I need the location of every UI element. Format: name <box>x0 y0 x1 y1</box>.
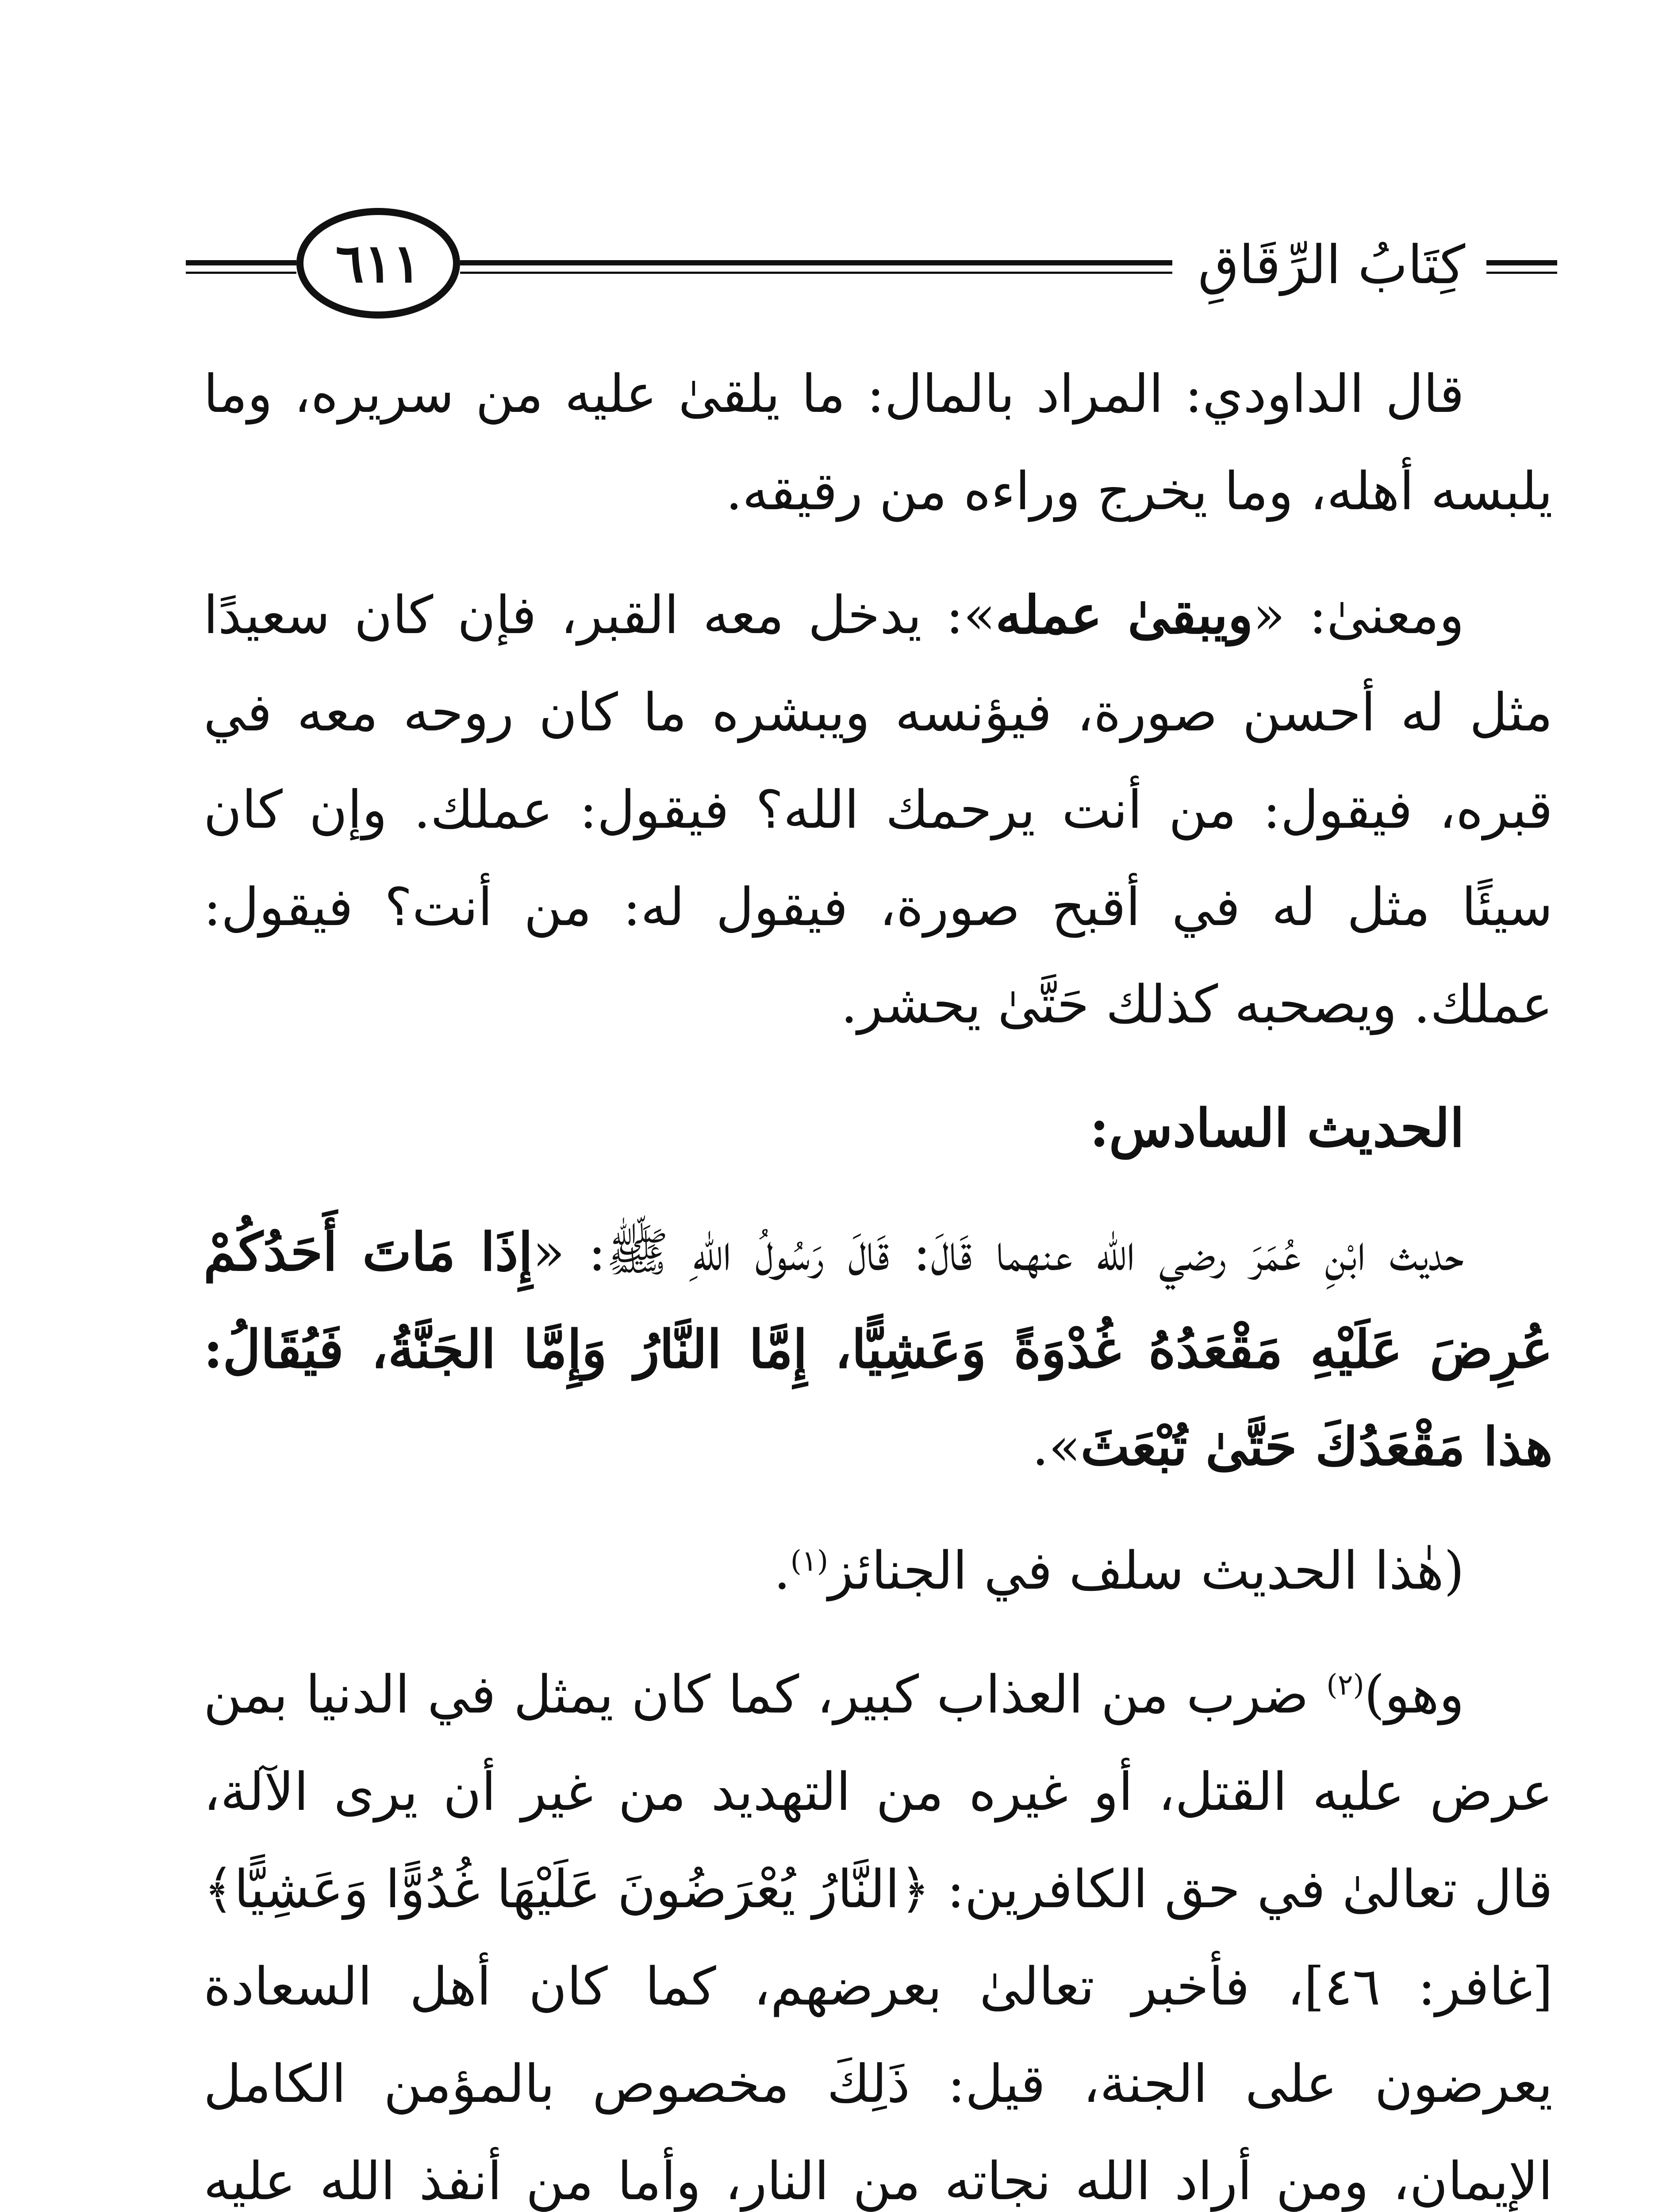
page-number: ٦١١ <box>296 208 460 319</box>
header-rule-middle <box>460 260 1172 274</box>
paragraph-commentary-intro: وهو) <box>1364 1664 1464 1725</box>
section-heading: الحديث السادس: <box>1090 1097 1464 1159</box>
hadith-quote-phrase: ويبقىٰ عمله <box>995 584 1253 645</box>
paragraph-commentary-text: ضرب من العذاب كبير، كما كان يمثل في الدنيا بمن عرض عليه القتل، أو غيره من التهديد من غير أن يرى الآلة، قال تعالىٰ في حق الكافرين: ﴿النَّارُ يُعْرَضُونَ عَلَيْهَا غُدُوًّا وَعَشِيًّا﴾ [غافر: ٤٦]، فأخبر تعالىٰ بعرضهم، كما كان أهل السعادة يعرضون على الجنة، قيل: ذَلِكَ مخصوص بالمؤمن الكامل الإيمان، ومن أراد الله نجاته من النار، وأما من أنفذ الله عليه <box>203 1664 1553 2212</box>
paragraph-meaning-text: »: يدخل معه القبر، فإن كان سعيدًا مثل له أحسن صورة، فيؤنسه ويبشره ما كان روحه معه في قبره، فيقول: من أنت يرحمك الله؟ فيقول: عملك. وإن كان سيئًا مثل له في أقبح صورة، فيقول له: من أنت؟ فيقول: عملك. ويصحبه كذلك حَتَّىٰ يحشر. <box>203 584 1553 1035</box>
hadith-close: ». <box>1032 1416 1081 1477</box>
paragraph-commentary <box>203 1646 1553 2212</box>
paragraph-hadith <box>203 1203 1553 1495</box>
running-title: كِتَابُ الرِّقَاقِ <box>1198 234 1466 296</box>
hadith-isnad: حديث ابْنِ عُمَرَ رضي الله عنهما قَالَ: قَالَ رَسُولُ اللهِ ﷺ: « <box>533 1221 1464 1283</box>
paragraph-dawudi: قال الداودي: المراد بالمال: ما يلقىٰ عليه من سريره، وما يلبسه أهله، وما يخرج وراءه من رقيقه. <box>203 363 1553 522</box>
header-rule-right <box>1486 260 1557 274</box>
paragraph-note <box>203 1522 1553 1619</box>
footnote-ref-1: (١) <box>790 1544 829 1578</box>
footnote-ref-2: (٢) <box>1326 1668 1364 1702</box>
paragraph-note-end: . <box>774 1540 791 1601</box>
paragraph-note-text: (هٰذا الحديث سلف في الجنائز <box>828 1540 1464 1601</box>
paragraph-meaning-intro: ومعنىٰ: « <box>1253 584 1464 645</box>
main-text <box>203 345 1553 2212</box>
page-header <box>186 208 1557 332</box>
header-rule-left <box>186 260 296 274</box>
hadith-matn: إِذَا مَاتَ أَحَدُكُمْ عُرِضَ عَلَيْهِ مَقْعَدُهُ غُدْوَةً وَعَشِيًّا، إِمَّا النَّارُ وَإِمَّا الجَنَّةُ، فَيُقَالُ: هذا مَقْعَدُكَ حَتَّىٰ تُبْعَثَ <box>203 1221 1553 1477</box>
paragraph-meaning <box>203 566 1553 1053</box>
